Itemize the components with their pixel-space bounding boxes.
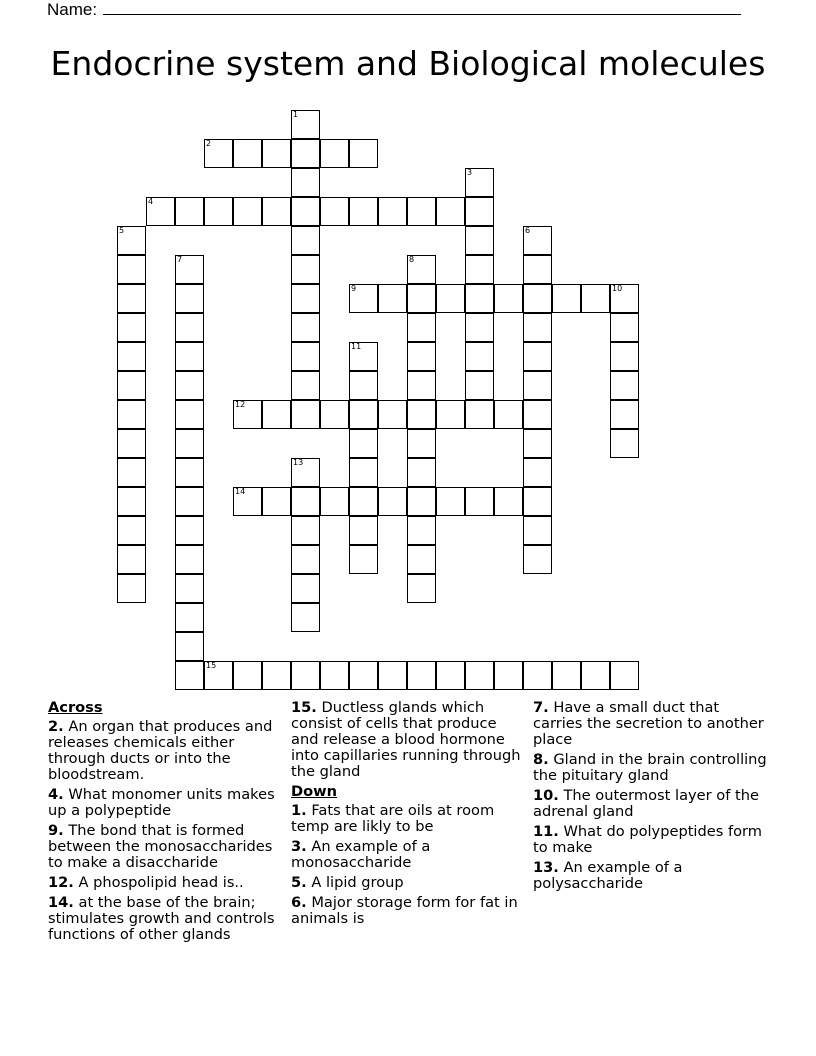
clue-down-3: 3. An example of a monosaccharide — [291, 838, 431, 871]
grid-cell[interactable] — [291, 603, 320, 632]
grid-cell[interactable] — [291, 661, 320, 690]
grid-cell[interactable] — [436, 661, 465, 690]
grid-cell[interactable] — [320, 197, 349, 226]
grid-cell[interactable] — [407, 197, 436, 226]
grid-cell[interactable] — [465, 371, 494, 400]
grid-cell[interactable] — [349, 371, 378, 400]
grid-cell[interactable] — [291, 168, 320, 197]
grid-cell[interactable] — [291, 139, 320, 168]
grid-cell[interactable] — [291, 284, 320, 313]
grid-cell[interactable] — [175, 574, 204, 603]
grid-cell[interactable] — [610, 661, 639, 690]
grid-cell[interactable] — [407, 313, 436, 342]
grid-cell[interactable] — [291, 313, 320, 342]
grid-cell[interactable] — [117, 458, 146, 487]
grid-cell[interactable] — [610, 284, 639, 313]
grid-cell[interactable] — [523, 313, 552, 342]
grid-cell[interactable] — [262, 487, 291, 516]
grid-cell[interactable] — [175, 255, 204, 284]
grid-cell[interactable] — [117, 255, 146, 284]
grid-cell[interactable] — [523, 429, 552, 458]
grid-cell[interactable] — [291, 487, 320, 516]
grid-cell[interactable] — [378, 400, 407, 429]
grid-cell[interactable] — [378, 197, 407, 226]
grid-cell[interactable] — [523, 458, 552, 487]
grid-cell[interactable] — [436, 487, 465, 516]
grid-cell[interactable] — [117, 400, 146, 429]
grid-cell[interactable] — [175, 632, 204, 661]
clue-down-1: 1. Fats that are oils at room temp are likly to be — [291, 802, 495, 835]
grid-cell[interactable] — [581, 661, 610, 690]
grid-cell[interactable] — [175, 603, 204, 632]
grid-cell[interactable] — [117, 226, 146, 255]
clue-down-8: 8. Gland in the brain controlling the pituitary gland — [533, 751, 767, 784]
grid-cell[interactable] — [407, 516, 436, 545]
grid-cell[interactable] — [436, 400, 465, 429]
grid-cell[interactable] — [378, 284, 407, 313]
grid-cell[interactable] — [175, 429, 204, 458]
clue-across-12: 12. A phospolipid head is.. — [48, 874, 244, 891]
grid-cell[interactable] — [262, 400, 291, 429]
grid-cell[interactable] — [436, 284, 465, 313]
grid-cell[interactable] — [175, 197, 204, 226]
grid-cell[interactable] — [320, 400, 349, 429]
grid-cell[interactable] — [523, 284, 552, 313]
grid-cell[interactable] — [552, 284, 581, 313]
clue-number: 9 — [351, 284, 357, 293]
grid-cell[interactable] — [175, 371, 204, 400]
grid-cell[interactable] — [117, 574, 146, 603]
grid-cell[interactable] — [523, 255, 552, 284]
grid-cell[interactable] — [291, 400, 320, 429]
grid-cell[interactable] — [349, 487, 378, 516]
grid-cell[interactable] — [349, 342, 378, 371]
grid-cell[interactable] — [523, 487, 552, 516]
clue-across-9: 9. The bond that is formed between the monosaccharides to make a disaccharide — [48, 822, 273, 871]
grid-cell[interactable] — [291, 110, 320, 139]
grid-cell[interactable] — [407, 545, 436, 574]
clue-number: 13 — [293, 458, 304, 467]
clue-number: 2 — [206, 139, 212, 148]
grid-cell[interactable] — [262, 197, 291, 226]
grid-cell[interactable] — [117, 516, 146, 545]
grid-cell[interactable] — [175, 342, 204, 371]
grid-cell[interactable] — [175, 458, 204, 487]
grid-cell[interactable] — [407, 574, 436, 603]
clue-across-2: 2. An organ that produces and releases chemicals either through ducts or into the bloodstream. — [48, 718, 273, 783]
clue-down-10: 10. The outermost layer of the adrenal gland — [533, 787, 759, 820]
clue-number: 15 — [206, 661, 217, 670]
grid-cell[interactable] — [175, 284, 204, 313]
grid-cell[interactable] — [494, 487, 523, 516]
grid-cell[interactable] — [465, 487, 494, 516]
grid-cell[interactable] — [407, 284, 436, 313]
grid-cell[interactable] — [175, 545, 204, 574]
grid-cell[interactable] — [233, 487, 262, 516]
grid-cell[interactable] — [117, 342, 146, 371]
grid-cell[interactable] — [175, 661, 204, 690]
grid-cell[interactable] — [378, 661, 407, 690]
grid-cell[interactable] — [407, 458, 436, 487]
grid-cell[interactable] — [610, 342, 639, 371]
clue-down-6: 6. Major storage form for fat in animals is — [291, 894, 518, 927]
clue-number: 1 — [293, 110, 299, 119]
grid-cell[interactable] — [494, 661, 523, 690]
grid-cell[interactable] — [465, 226, 494, 255]
grid-cell[interactable] — [291, 516, 320, 545]
grid-cell[interactable] — [320, 139, 349, 168]
grid-cell[interactable] — [349, 197, 378, 226]
grid-cell[interactable] — [465, 313, 494, 342]
clue-column-1 — [48, 700, 283, 947]
grid-cell[interactable] — [523, 342, 552, 371]
grid-cell[interactable] — [291, 458, 320, 487]
grid-cell[interactable] — [610, 371, 639, 400]
clue-number: 6 — [525, 226, 531, 235]
grid-cell[interactable] — [436, 197, 465, 226]
grid-cell[interactable] — [523, 371, 552, 400]
grid-cell[interactable] — [407, 400, 436, 429]
grid-cell[interactable] — [523, 661, 552, 690]
grid-cell[interactable] — [465, 168, 494, 197]
grid-cell[interactable] — [523, 545, 552, 574]
clue-number: 14 — [235, 487, 246, 496]
grid-cell[interactable] — [494, 400, 523, 429]
grid-cell[interactable] — [523, 226, 552, 255]
grid-cell[interactable] — [204, 661, 233, 690]
clue-number: 8 — [409, 255, 415, 264]
grid-cell[interactable] — [349, 458, 378, 487]
clue-column-3 — [533, 700, 773, 896]
grid-cell[interactable] — [610, 429, 639, 458]
grid-cell[interactable] — [175, 313, 204, 342]
grid-cell[interactable] — [349, 400, 378, 429]
grid-cell[interactable] — [465, 400, 494, 429]
clue-down-13: 13. An example of a polysaccharide — [533, 859, 683, 892]
clue-number: 4 — [148, 197, 154, 206]
grid-cell[interactable] — [117, 545, 146, 574]
grid-cell[interactable] — [320, 661, 349, 690]
grid-cell[interactable] — [407, 429, 436, 458]
grid-cell[interactable] — [349, 429, 378, 458]
grid-cell[interactable] — [291, 226, 320, 255]
grid-cell[interactable] — [262, 661, 291, 690]
grid-cell[interactable] — [407, 255, 436, 284]
grid-cell[interactable] — [233, 139, 262, 168]
grid-cell[interactable] — [175, 516, 204, 545]
grid-cell[interactable] — [175, 400, 204, 429]
grid-cell[interactable] — [291, 342, 320, 371]
clue-down-7: 7. Have a small duct that carries the secretion to another place — [533, 699, 764, 748]
grid-cell[interactable] — [465, 342, 494, 371]
grid-cell[interactable] — [465, 255, 494, 284]
grid-cell[interactable] — [175, 487, 204, 516]
grid-cell[interactable] — [523, 516, 552, 545]
grid-cell[interactable] — [552, 661, 581, 690]
clue-across-15: 15. Ductless glands which consist of cells that produce and release a blood hormone into capillaries running through the gland — [291, 699, 521, 780]
clue-number: 12 — [235, 400, 246, 409]
down-heading: Down — [291, 783, 338, 800]
grid-cell[interactable] — [465, 197, 494, 226]
grid-cell[interactable] — [262, 139, 291, 168]
name-label: Name: — [47, 0, 98, 19]
grid-cell[interactable] — [378, 487, 407, 516]
clue-down-5: 5. A lipid group — [291, 874, 404, 891]
clue-number: 11 — [351, 342, 362, 351]
grid-cell[interactable] — [407, 342, 436, 371]
grid-cell[interactable] — [117, 284, 146, 313]
clue-number: 10 — [612, 284, 623, 293]
clue-down-11: 11. What do polypeptides form to make — [533, 823, 762, 856]
grid-cell[interactable] — [349, 545, 378, 574]
grid-cell[interactable] — [204, 139, 233, 168]
grid-cell[interactable] — [291, 545, 320, 574]
page-title: Endocrine system and Biological molecules — [50, 44, 766, 83]
grid-cell[interactable] — [349, 516, 378, 545]
grid-cell[interactable] — [291, 255, 320, 284]
grid-cell[interactable] — [117, 313, 146, 342]
grid-cell[interactable] — [117, 429, 146, 458]
clue-number: 3 — [467, 168, 473, 177]
clue-across-14: 14. at the base of the brain; stimulates growth and controls functions of other glands — [48, 894, 275, 943]
clue-column-2 — [291, 700, 523, 931]
grid-cell[interactable] — [610, 400, 639, 429]
clue-across-4: 4. What monomer units makes up a polypeptide — [48, 786, 275, 819]
grid-cell[interactable] — [146, 197, 175, 226]
grid-cell[interactable] — [233, 400, 262, 429]
grid-cell[interactable] — [407, 371, 436, 400]
grid-cell[interactable] — [465, 661, 494, 690]
grid-cell[interactable] — [117, 487, 146, 516]
clue-number: 7 — [177, 255, 183, 264]
grid-cell[interactable] — [117, 371, 146, 400]
grid-cell[interactable] — [233, 197, 262, 226]
grid-cell[interactable] — [349, 661, 378, 690]
grid-cell[interactable] — [407, 487, 436, 516]
grid-cell[interactable] — [349, 284, 378, 313]
grid-cell[interactable] — [494, 284, 523, 313]
grid-cell[interactable] — [581, 284, 610, 313]
grid-cell[interactable] — [523, 400, 552, 429]
grid-cell[interactable] — [291, 371, 320, 400]
grid-cell[interactable] — [291, 197, 320, 226]
clue-number: 5 — [119, 226, 125, 235]
grid-cell[interactable] — [291, 574, 320, 603]
grid-cell[interactable] — [610, 313, 639, 342]
grid-cell[interactable] — [349, 139, 378, 168]
across-heading: Across — [48, 699, 103, 716]
grid-cell[interactable] — [233, 661, 262, 690]
grid-cell[interactable] — [465, 284, 494, 313]
grid-cell[interactable] — [320, 487, 349, 516]
grid-cell[interactable] — [204, 197, 233, 226]
grid-cell[interactable] — [407, 661, 436, 690]
